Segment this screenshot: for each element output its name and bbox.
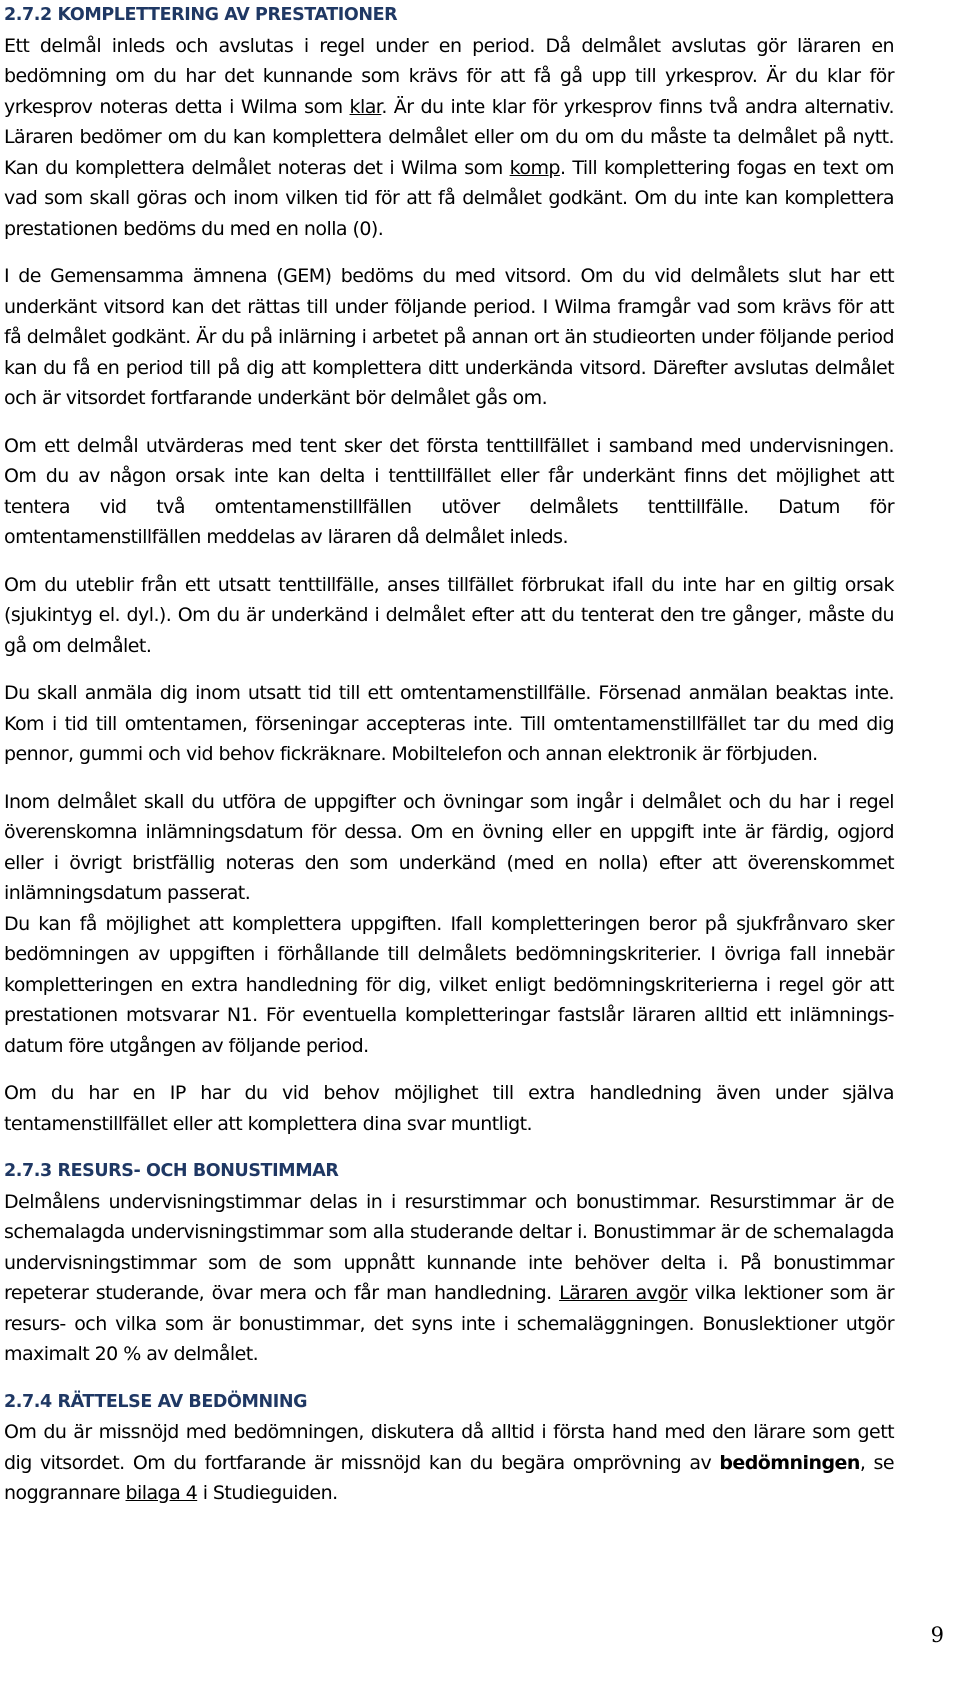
paragraph-anmalan: Du skall anmäla dig inom utsatt tid till ett omtentamenstillfälle. Försenad anmälan beaktas inte. Kom i tid till omtentamen, förseningar accepteras inte. Till omtentamenstillfället tar du med dig pennor, gummi och vid behov fickräknare. Mobiltelefon och annan elektronik är förbjuden.: [4, 682, 894, 765]
section-heading-272: 2.7.2 KOMPLETTERING AV PRESTATIONER: [4, 5, 398, 25]
paragraph-gap: [4, 244, 894, 261]
lararen-avgor-term: Läraren avgör: [559, 1282, 688, 1304]
text-run: , se noggrannare: [4, 1451, 894, 1504]
bedomningen-term: bedömningen: [719, 1451, 860, 1474]
paragraph-ip: Om du har en IP har du vid behov möjlighet till extra handledning även under själva tentamenstillfället eller att komplettera dina svar muntligt.: [4, 1082, 894, 1135]
text-run: Om du är missnöjd med bedömningen, diskutera då alltid i första hand med den lärare som gett dig vitsordet. Om du fortfarande är missnöjd kan du begära omprövning av: [4, 1421, 894, 1474]
paragraph-gem: I de Gemensamma ämnena (GEM) bedöms du med vitsord. Om du vid delmålets slut har ett underkänt vitsord kan det rättas till under följande period. I Wilma framgår vad som krävs för att få delmålet godkänt. Är du på inlärning i arbetet på annan ort än studieorten under följande period kan du få en period till på dig att komplettera ditt underkända vitsord. Därefter avslutas delmålet och är vitsordet fortfarande underkänt bör delmålet gås om.: [4, 265, 894, 409]
paragraph-gap: [4, 770, 894, 787]
klar-term: klar: [349, 95, 382, 118]
paragraph-gap: [4, 1370, 894, 1387]
paragraph-tent: Om ett delmål utvärderas med tent sker det första tenttillfället i samband med undervisningen. Om du av någon orsak inte kan delta i tenttillfället eller får underkänt finns det möjlighet att tentera vid två omtentamenstillfällen utöver delmålets tenttillfälle. Datum för omtentamenstillfällen meddelas av läraren då delmålet inleds.: [4, 434, 894, 548]
section-heading-273: 2.7.3 RESURS- OCH BONUSTIMMAR: [4, 1161, 339, 1181]
paragraph-gap: [4, 1139, 894, 1156]
text-run: Delmålens undervisningstimmar delas in i resurstimmar och bonustimmar. Resurstimmar är de schemalagda undervisningstimmar som alla studerande deltar i. Bonustimmar är de schemalagda undervisningstimmar som de som uppnått kunnande inte behöver delta i. På bonustimmar repeterar studerande, övar mera och får man handledning.: [4, 1190, 894, 1304]
text-run: . Är du inte klar för yrkesprov finns två andra alternativ. Läraren bedömer om du kan komplettera delmålet eller om du om du måste ta delmålet på nytt. Kan du komplettera delmålet noteras det i Wilma som: [4, 95, 895, 179]
bilaga-4-link[interactable]: bilaga 4: [125, 1482, 198, 1504]
paragraph-gap: [4, 553, 894, 570]
paragraph-uppgifter: Inom delmålet skall du utföra de uppgifter och övningar som ingår i delmålet och du har i regel överenskomna inlämningsdatum för dessa. Om en övning eller en uppgift inte är färdig, ogjord eller i övrigt bristfällig noteras den som underkänd (med en nolla) efter att överenskommet inlämningsdatum passerat.: [4, 790, 894, 904]
section-heading-274: 2.7.4 RÄTTELSE AV BEDÖMNING: [4, 1391, 308, 1412]
text-run: . Till komplettering fogas en text om vad som skall göras och inom vilken tid för att få delmålet godkänt. Om du inte kan komplettera prestationen bedöms du med en nolla (0).: [4, 156, 894, 240]
page-number: 9: [930, 1623, 944, 1647]
text-run: vilka lektioner som är resurs- och vilka som är bonustimmar, det syns inte i schemaläggningen. Bonuslektioner utgör maximalt 20 % av delmålet.: [4, 1282, 894, 1365]
paragraph-komplettera-uppgiften: Du kan få möjlighet att komplettera uppgiften. Ifall kompletteringen beror på sjukfrånvaro sker bedömningen av uppgiften i förhållande till delmålets bedömningskriterier. I övriga fall innebär kompletteringen en extra handledning för dig, vilket enligt bedömningskriterierna i regel gör att prestationen motsvarar N1. För eventuella kompletteringar fastslår läraren alltid ett inlämnings-datum före utgången av följande period.: [4, 912, 894, 1057]
paragraph-komplettering-1: [4, 31, 894, 245]
document-page: [4, 0, 894, 1509]
text-run: Ett delmål inleds och avslutas i regel under en period. Då delmålet avslutas gör läraren en bedömning om du har det kunnande som krävs för att få gå upp till yrkesprov. Är du klar för yrkesprov noteras detta i Wilma som: [4, 34, 894, 118]
paragraph-resurs-bonus: [4, 1187, 894, 1370]
paragraph-uteblir: Om du uteblir från ett utsatt tenttillfälle, anses tillfället förbrukat ifall du inte har en giltig orsak (sjukintyg el. dyl.). Om du är underkänd i delmålet efter att du tenterat den tre gånger, måste du gå om delmålet.: [4, 573, 894, 657]
paragraph-gap: [4, 414, 894, 431]
paragraph-gap: [4, 1061, 894, 1078]
komp-term: komp: [509, 156, 560, 179]
text-run: i Studieguiden.: [197, 1482, 338, 1504]
paragraph-gap: [4, 661, 894, 678]
paragraph-rattelse: [4, 1417, 894, 1509]
